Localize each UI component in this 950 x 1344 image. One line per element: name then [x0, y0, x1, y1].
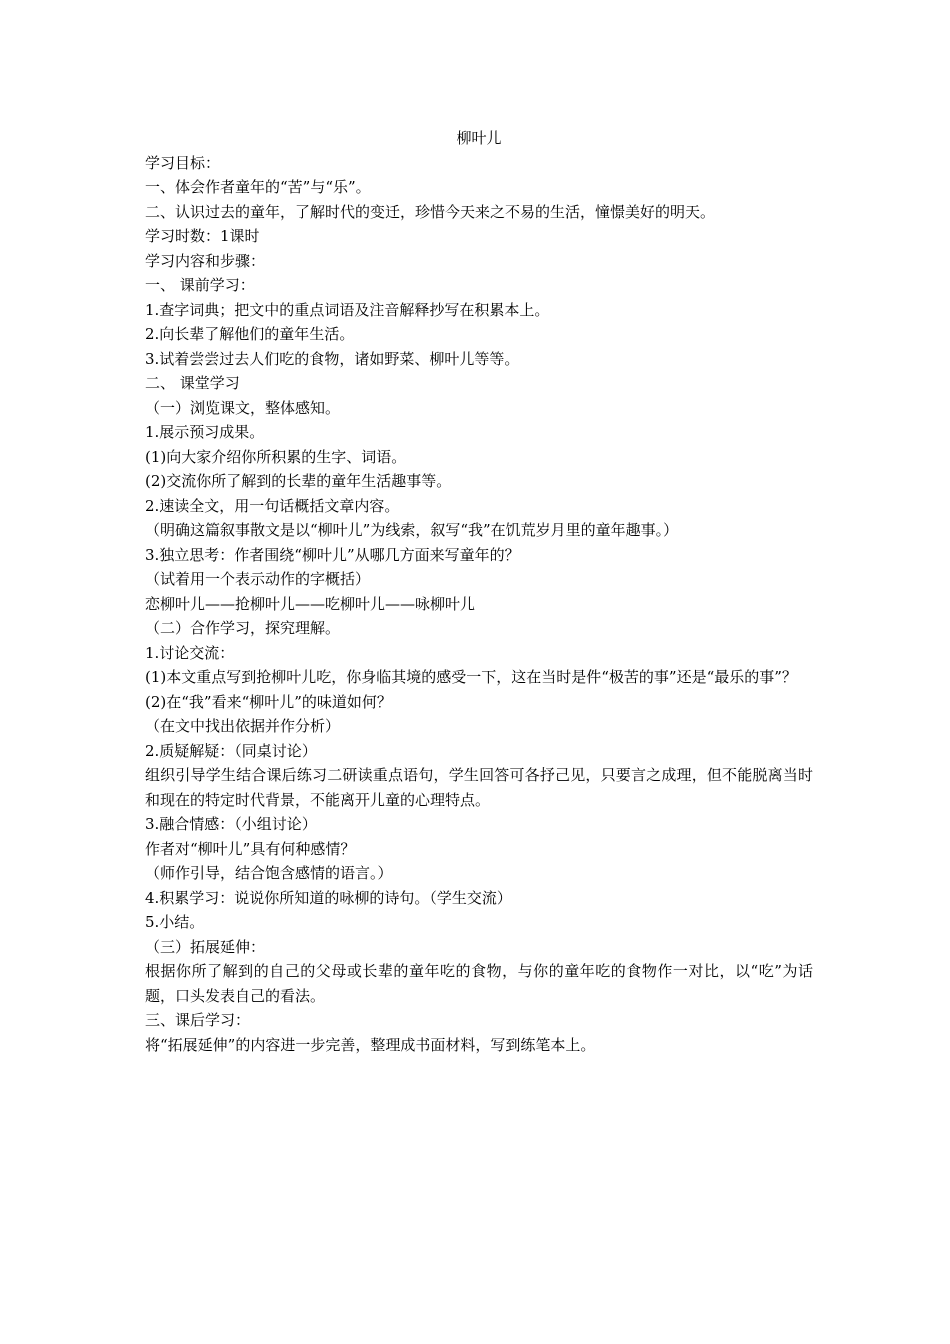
- text-line: 二、 课堂学习: [145, 374, 240, 392]
- document-body: [145, 126, 813, 1057]
- text-line: (2)交流你所了解到的长辈的童年生活趣事等。: [145, 472, 452, 490]
- text-line: （试着用一个表示动作的字概括）: [145, 570, 371, 588]
- text-line: (1)本文重点写到抢柳叶儿吃，你身临其境的感受一下，这在当时是件“极苦的事”还是“最乐的事”？: [145, 668, 797, 686]
- text-line: 作者对“柳叶儿”具有何种感情？: [145, 839, 356, 858]
- text-line: 4.积累学习：说说你所知道的咏柳的诗句。（学生交流）: [145, 888, 512, 907]
- text-line: （在文中找出依据并作分析）: [145, 717, 341, 735]
- text-line: 一、体会作者童年的“苦”与“乐”。: [145, 178, 371, 196]
- document-title: 柳叶儿: [456, 129, 502, 147]
- document-text: [145, 151, 813, 1058]
- text-line: （师作引导，结合饱含感情的语言。）: [145, 864, 393, 882]
- text-line: 学习目标：: [145, 153, 221, 172]
- text-line: 1.展示预习成果。: [145, 423, 265, 441]
- text-line: 恋柳叶儿——抢柳叶儿——吃柳叶儿——咏柳叶儿: [145, 594, 476, 613]
- text-line: 5.小结。: [145, 913, 205, 931]
- text-line: （二）合作学习，探究理解。: [145, 619, 341, 637]
- text-line: (2)在“我”看来“柳叶儿”的味道如何？: [145, 692, 392, 711]
- text-line: 1.查字词典；把文中的重点词语及注音解释抄写在积累本上。: [145, 300, 550, 319]
- text-line: 一、 课前学习：: [145, 276, 255, 294]
- text-line: 根据你所了解到的自己的父母或长辈的童年吃的食物，与你的童年吃的食物作一对比，以“吃”为话题，口头发表自己的看法。: [145, 962, 813, 1005]
- text-line: 3.试着尝尝过去人们吃的食物，诸如野菜、柳叶儿等等。: [145, 349, 520, 368]
- text-line: 2.速读全文，用一句话概括文章内容。: [145, 496, 400, 515]
- text-line: （明确这篇叙事散文是以“柳叶儿”为线索，叙写“我”在饥荒岁月里的童年趣事。）: [145, 521, 679, 539]
- text-line: 3.独立思考：作者围绕“柳叶儿”从哪几方面来写童年的？: [145, 545, 520, 564]
- text-line: 组织引导学生结合课后练习二研读重点语句，学生回答可各抒己见，只要言之成理，但不能脱离当时和现在的特定时代背景，不能离开儿童的心理特点。: [145, 766, 813, 809]
- text-line: 学习内容和步骤：: [145, 251, 266, 270]
- text-line: （三）拓展延伸：: [145, 937, 266, 956]
- text-line: 将“拓展延伸”的内容进一步完善，整理成书面材料，写到练笔本上。: [145, 1035, 596, 1054]
- text-line: 学习时数：1课时: [145, 227, 260, 245]
- text-line: （一）浏览课文，整体感知。: [145, 398, 341, 417]
- text-line: 二、认识过去的童年，了解时代的变迁，珍惜今天来之不易的生活，憧憬美好的明天。: [145, 202, 716, 221]
- text-line: (1)向大家介绍你所积累的生字、词语。: [145, 447, 407, 466]
- text-line: 3.融合情感：（小组讨论）: [145, 815, 317, 833]
- text-line: 2.向长辈了解他们的童年生活。: [145, 325, 355, 343]
- text-line: 1.讨论交流：: [145, 643, 235, 662]
- text-line: 2.质疑解疑：（同桌讨论）: [145, 741, 317, 760]
- text-line: 三、课后学习：: [145, 1011, 251, 1029]
